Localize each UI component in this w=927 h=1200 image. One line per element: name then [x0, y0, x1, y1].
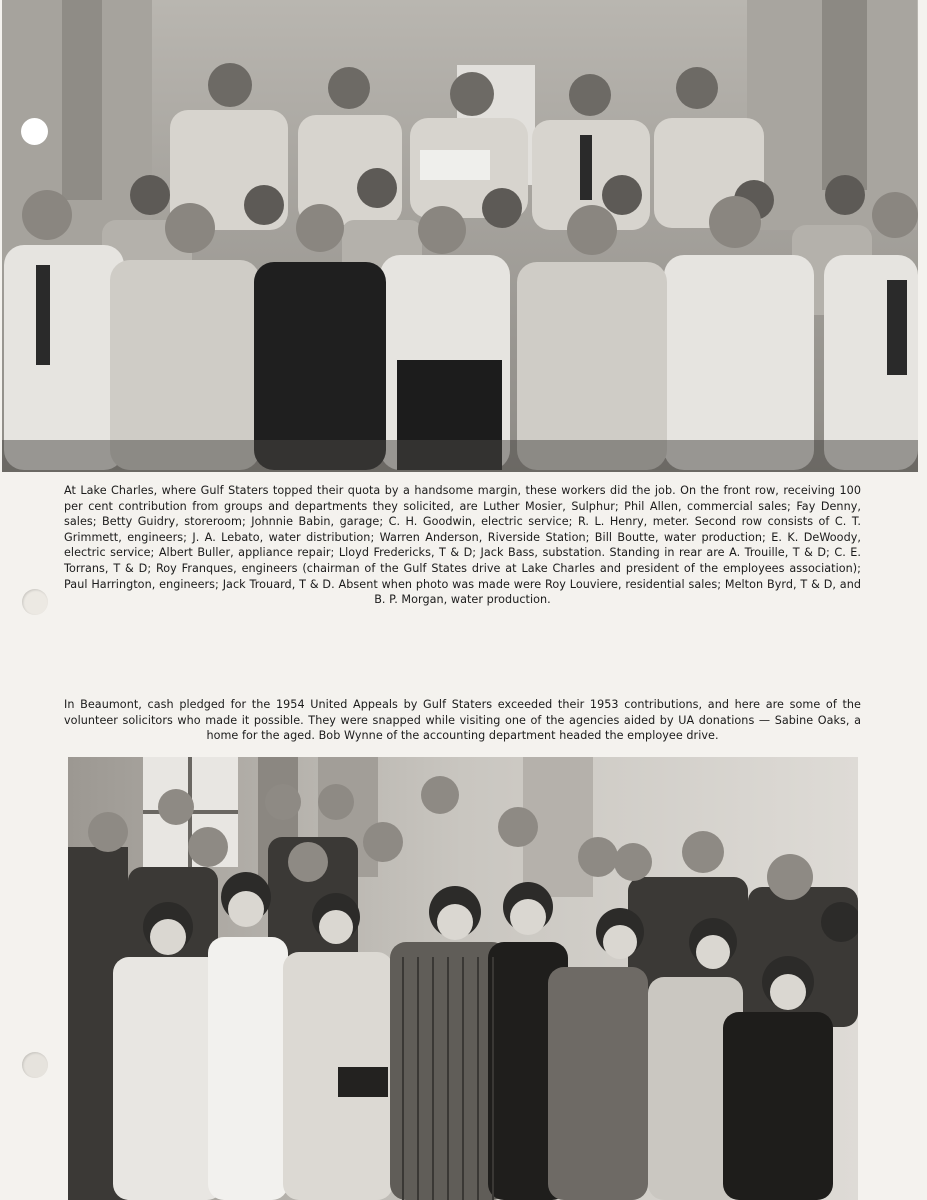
punch-hole — [22, 1052, 48, 1078]
beaumont-caption: In Beaumont, cash pledged for the 1954 United Appeals by Gulf Staters exceeded their 1953 contributions, and here are some of the volunteer solicitors who made it possible. They were snapped while visiting one of the agencies aided by UA donations — Sabine Oaks, a home for the aged. Bob Wynne of the accounting department headed the employee drive. — [64, 698, 861, 743]
lake-charles-group-photo — [2, 0, 918, 472]
punch-hole — [22, 589, 48, 615]
beaumont-photo-art — [68, 757, 858, 1200]
punch-hole — [21, 118, 48, 145]
lake-charles-caption: At Lake Charles, where Gulf Staters topped their quota by a handsome margin, these workers did the job. On the front row, receiving 100 per cent contribution from groups and departments they solicited, are Luther Mosier, Sulphur; Phil Allen, commercial sales; Fay Denny, sales; Betty Guidry, storeroom; Johnnie Babin, garage; C. H. Goodwin, electric service; R. L. Henry, meter. Second row consists of C. T. Grimmett, engineers; J. A. Lebato, water distribution; Warren Anderson, Riverside Station; Bill Boutte, water production; E. K. DeWoody, electric service; Albert Buller, appliance repair; Lloyd Fredericks, T & D; Jack Bass, substation. Standing in rear are A. Trouille, T & D; C. E. Torrans, T & D; Roy Franques, engineers (chairman of the Gulf States drive at Lake Charles and president of the employees association); Paul Harrington, engineers; Jack Trouard, T & D. Absent when photo was made were Roy Louviere, residential sales; Melton Byrd, T & D, and B. P. Morgan, water production. — [64, 484, 861, 607]
lake-charles-photo-art — [2, 0, 918, 472]
beaumont-group-photo — [68, 757, 858, 1200]
